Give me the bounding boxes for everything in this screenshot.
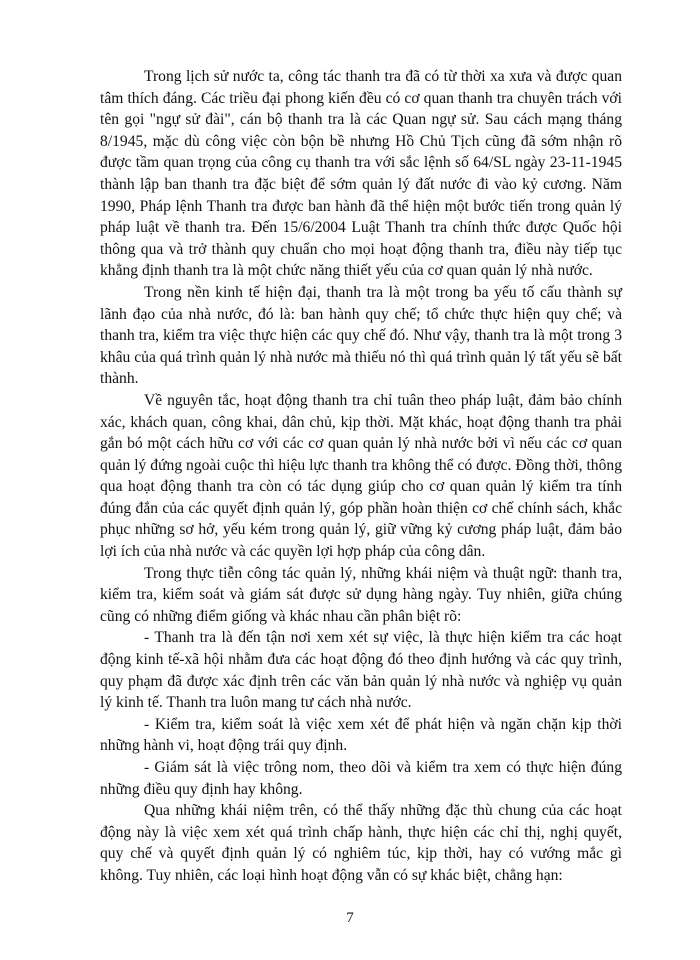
- list-item-control: - Kiểm tra, kiểm soát là việc xem xét để phát hiện và ngăn chặn kịp thời những hành vi, hoạt động trái quy định.: [100, 715, 622, 755]
- paragraph-concepts: Trong thực tiễn công tác quản lý, những khái niệm và thuật ngữ: thanh tra, kiểm tra, kiểm soát và giám sát được sử dụng hàng ngày. Tuy nhiên, giữa chúng cũng có những điểm giống và khác nhau cần phân biệt rõ:: [100, 564, 622, 625]
- paragraph-conclusion: Qua những khái niệm trên, có thể thấy những đặc thù chung của các hoạt động này là việc xem xét quá trình chấp hành, thực hiện các chỉ thị, nghị quyết, quy chế và quyết định quản lý có nghiêm túc, kịp thời, hay có vướng mắc gì không. Tuy nhiên, các loại hình hoạt động vẫn có sự khác biệt, chẳng hạn:: [100, 802, 622, 884]
- page-number: 7: [346, 910, 354, 926]
- paragraph-modern-economy: Trong nền kinh tế hiện đại, thanh tra là một trong ba yếu tố cấu thành sự lãnh đạo của nhà nước, đó là: ban hành quy chế; tổ chức thực hiện quy chế; và thanh tra, kiểm tra việc thực hiện các quy chế đó. Như vậy, thanh tra là một trong 3 khâu của quá trình quản lý nhà nước mà thiếu nó thì quá trình quản lý tất yếu sẽ bất thành.: [100, 283, 622, 388]
- paragraph-principles: Về nguyên tắc, hoạt động thanh tra chỉ tuân theo pháp luật, đảm bảo chính xác, khách quan, công khai, dân chủ, kịp thời. Mặt khác, hoạt động thanh tra phải gắn bó một cách hữu cơ với các cơ quan quản lý nhà nước bởi vì nếu các cơ quan quản lý đứng ngoài cuộc thì hiệu lực thanh tra không thể có được. Đồng thời, thông qua hoạt động thanh tra còn có tác dụng giúp cho cơ quan quản lý kiểm tra tính đúng đắn của các quyết định quản lý, góp phần hoàn thiện cơ chế chính sách, khắc phục những sơ hở, yếu kém trong quản lý, giữ vững kỷ cương pháp luật, đảm bảo lợi ích của nhà nước và các quyền lợi hợp pháp của công dân.: [100, 391, 622, 561]
- document-body: [100, 66, 622, 887]
- list-item-inspection: - Thanh tra là đến tận nơi xem xét sự việc, là thực hiện kiểm tra các hoạt động kinh tế-xã hội nhằm đưa các hoạt động đó theo định hướng và các quy trình, quy phạm đã được xác định trên các văn bản quản lý nhà nước và nghiệp vụ quản lý kinh tế. Thanh tra luôn mang tư cách nhà nước.: [100, 629, 622, 712]
- list-item-supervision: - Giám sát là việc trông nom, theo dõi và kiểm tra xem có thực hiện đúng những điều quy định hay không.: [100, 759, 622, 798]
- paragraph-history: Trong lịch sử nước ta, công tác thanh tra đã có từ thời xa xưa và được quan tâm thích đáng. Các triều đại phong kiến đều có cơ quan thanh tra chuyên trách với tên gọi "ngự sử đài", cán bộ thanh tra là các Quan ngự sử. Sau cách mạng tháng 8/1945, mặc dù công việc còn bộn bề nhưng Hồ Chủ Tịch cũng đã sớm nhận rõ được tầm quan trọng của công cụ thanh tra với sắc lệnh số 64/SL ngày 23-11-1945 thành lập ban thanh tra đặc biệt để sớm quản lý đất nước đi vào kỷ cương. Năm 1990, Pháp lệnh Thanh tra được ban hành đã thể hiện một bước tiến trong quản lý pháp luật về thanh tra. Đến 15/6/2004 Luật Thanh tra chính thức được Quốc hội thông qua và trở thành quy chuẩn cho mọi hoạt động thanh tra, điều này tiếp tục khẳng định thanh tra là một chức năng thiết yếu của cơ quan quản lý nhà nước.: [100, 68, 622, 280]
